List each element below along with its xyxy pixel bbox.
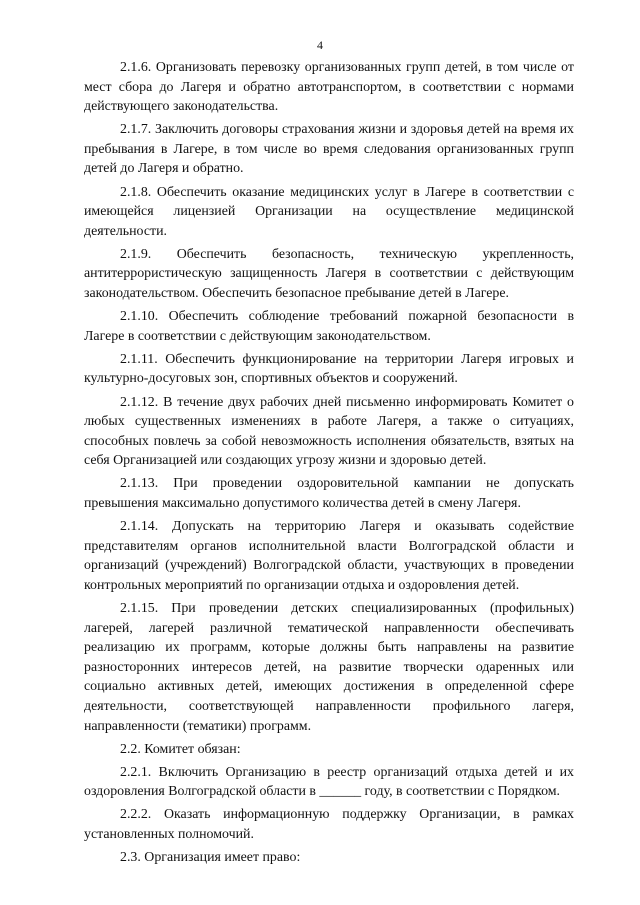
- clause-2-1-9: 2.1.9. Обеспечить безопасность, техническую укрепленность, антитеррористическую защищенность Лагеря в соответствии с действующим законодательством. Обеспечить безопасное пребывание детей в Лагере.: [84, 246, 574, 302]
- clause-2-2-heading: 2.2. Комитет обязан:: [120, 741, 241, 757]
- clause-2-1-8: 2.1.8. Обеспечить оказание медицинских услуг в Лагере в соответствии с имеющейся лицензией Организации на осуществление медицинской деятельности.: [84, 184, 574, 239]
- clause-2-1-12: 2.1.12. В течение двух рабочих дней письменно информировать Комитет о любых существенных изменениях в работе Лагеря, а также о ситуациях, способных повлечь за собой невозможность исполнения обязательств, взятых на себя Организацией или создающих угрозу жизни и здоровью детей.: [84, 394, 574, 469]
- clause-2-1-10: 2.1.10. Обеспечить соблюдение требований пожарной безопасности в Лагере в соответствии с действующим законодательством.: [84, 309, 574, 344]
- clause-2-1-11: 2.1.11. Обеспечить функционирование на территории Лагеря игровых и культурно-досуговых зон, спортивных объектов и сооружений.: [84, 351, 574, 387]
- clause-2-1-6: 2.1.6. Организовать перевозку организованных групп детей, в том числе от мест сбора до Лагеря и обратно автотранспортом, в соответствии с нормами действующего законодательства.: [84, 60, 574, 115]
- clause-2-2-1: 2.2.1. Включить Организацию в реестр организаций отдыха детей и их оздоровления Волгоградской области в ______ году, в соответствии с Порядком.: [84, 764, 574, 800]
- clause-2-2-2: 2.2.2. Оказать информационную поддержку Организации, в рамках установленных полномочий.: [84, 807, 574, 842]
- clause-2-3-heading: 2.3. Организация имеет право:: [120, 850, 301, 866]
- clause-2-1-14: 2.1.14. Допускать на территорию Лагеря и оказывать содействие представителям органов исполнительной власти Волгоградской области и организаций (учреждений) Волгоградской области, участвующих в проведении контрольных мероприятий по организации отдыха и оздоровления детей.: [84, 519, 574, 593]
- clause-2-1-7: 2.1.7. Заключить договоры страхования жизни и здоровья детей на время их пребывания в Лагере, в том числе во время следования организованных групп детей до Лагеря и обратно.: [84, 122, 574, 177]
- clause-2-1-13: 2.1.13. При проведении оздоровительной кампании не допускать превышения максимально допустимого количества детей в смену Лагеря.: [84, 476, 574, 511]
- document-body: [84, 58, 574, 871]
- clause-2-1-15: 2.1.15. При проведении детских специализированных (профильных) лагерей, лагерей различной тематической направленности обеспечивать реализацию их программ, которые должны быть направлены на развитие разносторонних интересов детей, на развитие творчески одаренных или социально активных детей, имеющих достижения в определенной сфере деятельности, соответствующей направленности профильного лагеря, направленности (тематики) программ.: [84, 600, 574, 734]
- page-number: 4: [317, 38, 323, 52]
